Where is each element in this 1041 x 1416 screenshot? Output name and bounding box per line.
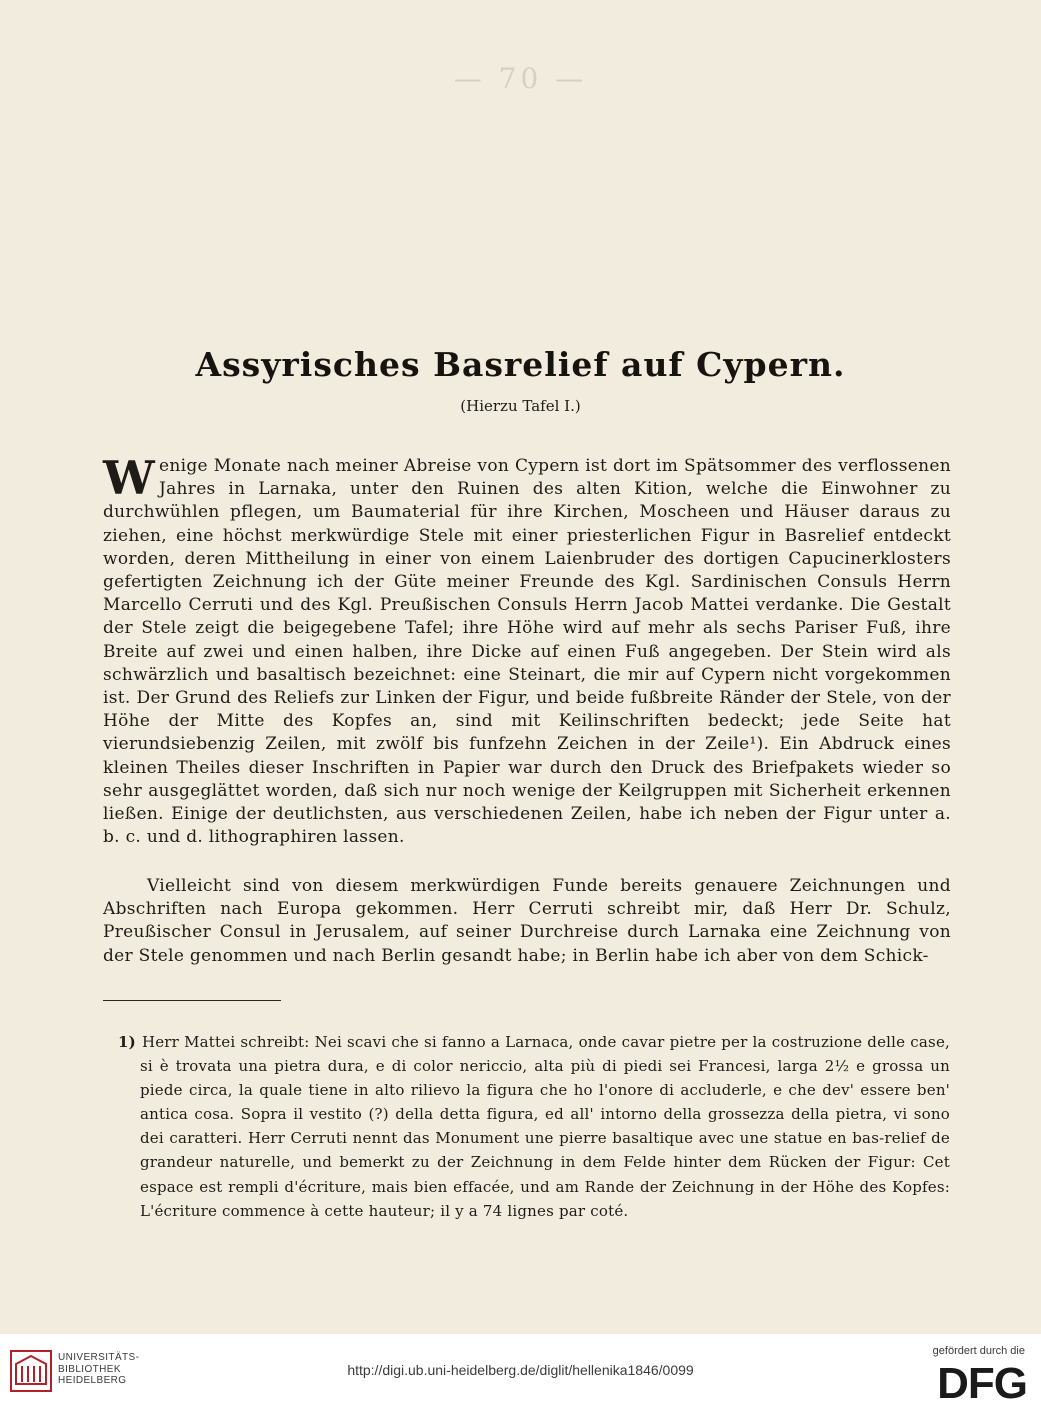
paragraph-1-text: enige Monate nach meiner Abreise von Cypern ist dort im Spätsommer des verflossenen Jahres in Larnaka, unter den Ruinen des alten Kition, welche die Einwohner zu durchwühlen pflegen, um Baumaterial für ihre Kirchen, Moscheen und Häuser daraus zu ziehen, eine höchst merkwürdige Stele mit einer priesterlichen Figur in Basrelief entdeckt worden, deren Mittheilung in einer von einem Laienbruder des dortigen Capucinerklosters gefertigten Zeichnung ich der Güte meiner Freunde des Kgl. Sardinischen Consuls Herrn Marcello Cerruti und des Kgl. Preußischen Consuls Herrn Jacob Mattei verdanke. Die Gestalt der Stele zeigt die beigegebene Tafel; ihre Höhe wird auf mehr als sechs Pariser Fuß, ihre Breite auf zwei und einen halben, ihre Dicke auf einen Fuß angegeben. Der Stein wird als schwärzlich und basaltisch bezeichnet: eine Steinart, die mir auf Cypern nicht vorgekommen ist. Der Grund des Reliefs zur Linken der Figur, und beide fußbreite Ränder der Stele, von der Höhe der Mitte des Kopfes an, sind mit Keilinschriften bedeckt; jede Seite hat vierundsiebenzig Zeilen, mit zwölf bis funfzehn Zeichen in der Zeile¹). Ein Abdruck eines kleinen Theiles dieser Inschriften in Papier war durch den Druck des Briefpakets wieder so sehr ausgeglättet worden, daß sich nur noch wenige der Keilgruppen mit Sicherheit erkennen ließen. Einige der deutlichsten, aus verschiedenen Zeilen, habe ich neben der Figur unter a. b. c. und d. lithographiren lassen. (103, 456, 951, 848)
page-number: — 70 — (453, 62, 588, 95)
footnote (118, 1030, 950, 1223)
footnote-mark: 1) (118, 1033, 136, 1051)
footer-bar (0, 1334, 1041, 1416)
drop-cap: W (103, 451, 155, 505)
paragraph-1 (103, 451, 951, 849)
bleed-through-text (100, 118, 960, 141)
footnote-divider (103, 1000, 281, 1001)
institution-line-3: HEIDELBERG (58, 1375, 127, 1386)
funded-by-label: gefördert durch die (932, 1345, 1025, 1357)
permalink-url[interactable]: http://digi.ub.uni-heidelberg.de/diglit/hellenika1846/0099 (347, 1362, 694, 1378)
article-subtitle: (Hierzu Tafel I.) (460, 397, 581, 415)
institution-line-2: BIBLIOTHEK (58, 1363, 121, 1375)
institution-line-1: UNIVERSITÄTS- (58, 1352, 140, 1363)
footnote-text: Herr Mattei schreibt: Nei scavi che si fanno a Larnaca, onde cavar pietre per la costruzione delle case, si è trovata una pietra dura, e di color nericcio, alta più di piedi sei Francesi, larga 2½ e grossa un piede circa, la quale tiene in alto rilievo la figura che ho l'onore di accluderle, e che dev' essere ben' antica cosa. Sopra il vestito (?) della detta figura, ed all' intorno della grossezza della pietra, vi sono dei caratteri. Herr Cerruti nennt das Monument une pierre basaltique avec une statue en bas-relief de grandeur naturelle, und bemerkt zu der Zeichnung in dem Felde hinter dem Rücken der Figur: Cet espace est rempli d'écriture, mais bien effacée, und am Rande der Zeichnung in der Höhe des Kopfes: L'écriture commence à cette hauteur; il y a 74 lignes par coté. (140, 1033, 950, 1220)
paragraph-2: Vielleicht sind von diesem merkwürdigen Funde bereits genauere Zeichnungen und Abschriften nach Europa gekommen. Herr Cerruti schreibt mir, daß Herr Dr. Schulz, Preußischer Consul in Jerusalem, auf seiner Durchreise durch Larnaka eine Zeichnung von der Stele genommen und nach Berlin gesandt habe; in Berlin habe ich aber von dem Schick- (103, 876, 951, 966)
article-title: Assyrisches Basrelief auf Cypern. (195, 345, 846, 384)
dfg-logo: DFG (937, 1359, 1027, 1408)
